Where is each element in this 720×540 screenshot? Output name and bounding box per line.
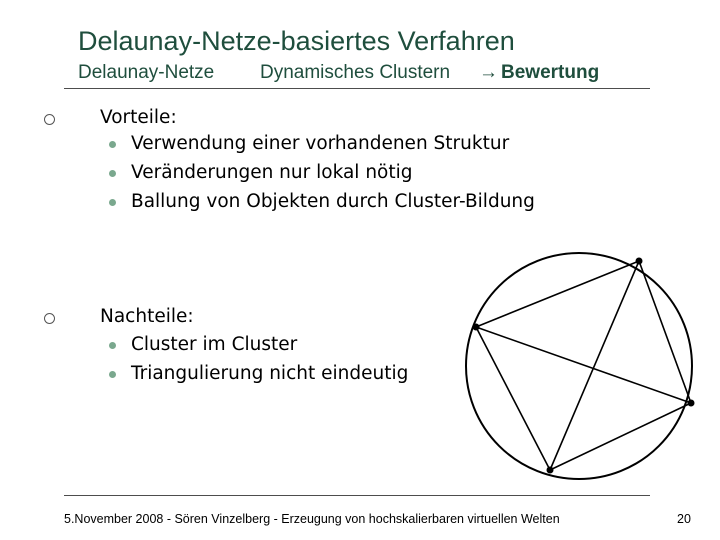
section-bullet-icon bbox=[44, 313, 55, 324]
vertex bbox=[473, 324, 480, 331]
delaunay-triangulation-figure bbox=[462, 250, 712, 485]
edge bbox=[639, 261, 691, 403]
section-heading-nachteile: Nachteile: bbox=[100, 306, 194, 327]
list-item: Triangulierung nicht eindeutig bbox=[131, 363, 409, 384]
vertex bbox=[688, 400, 695, 407]
breadcrumb-item-dynamisches-clustern: Dynamisches Clustern bbox=[260, 62, 451, 83]
slide-title: Delaunay-Netze-basiertes Verfahren bbox=[78, 26, 515, 56]
circumcircle bbox=[466, 253, 692, 479]
list-bullet-icon bbox=[109, 170, 116, 177]
header-divider bbox=[64, 88, 650, 89]
list-bullet-icon bbox=[109, 199, 116, 206]
footer-text: 5.November 2008 - Sören Vinzelberg - Erzeugung von hochskalierbaren virtuellen Welten bbox=[64, 512, 560, 526]
list-item: Verwendung einer vorhandenen Struktur bbox=[131, 133, 510, 154]
triangulation-edges bbox=[476, 261, 691, 470]
section-bullet-icon bbox=[44, 114, 55, 125]
list-item: Cluster im Cluster bbox=[131, 334, 298, 355]
edge bbox=[550, 403, 691, 470]
list-bullet-icon bbox=[109, 141, 116, 148]
page-number: 20 bbox=[677, 512, 691, 526]
vertex bbox=[636, 258, 643, 265]
list-bullet-icon bbox=[109, 371, 116, 378]
breadcrumb-item-delaunay-netze: Delaunay-Netze bbox=[78, 62, 215, 83]
list-item: Ballung von Objekten durch Cluster-Bildung bbox=[131, 191, 535, 212]
footer-divider bbox=[64, 495, 650, 496]
section-heading-vorteile: Vorteile: bbox=[100, 107, 177, 128]
list-bullet-icon bbox=[109, 342, 116, 349]
vertex bbox=[547, 467, 554, 474]
list-item: Veränderungen nur lokal nötig bbox=[131, 162, 413, 183]
arrow-right-icon: → bbox=[479, 62, 498, 83]
breadcrumb-item-bewertung: Bewertung bbox=[501, 62, 600, 83]
